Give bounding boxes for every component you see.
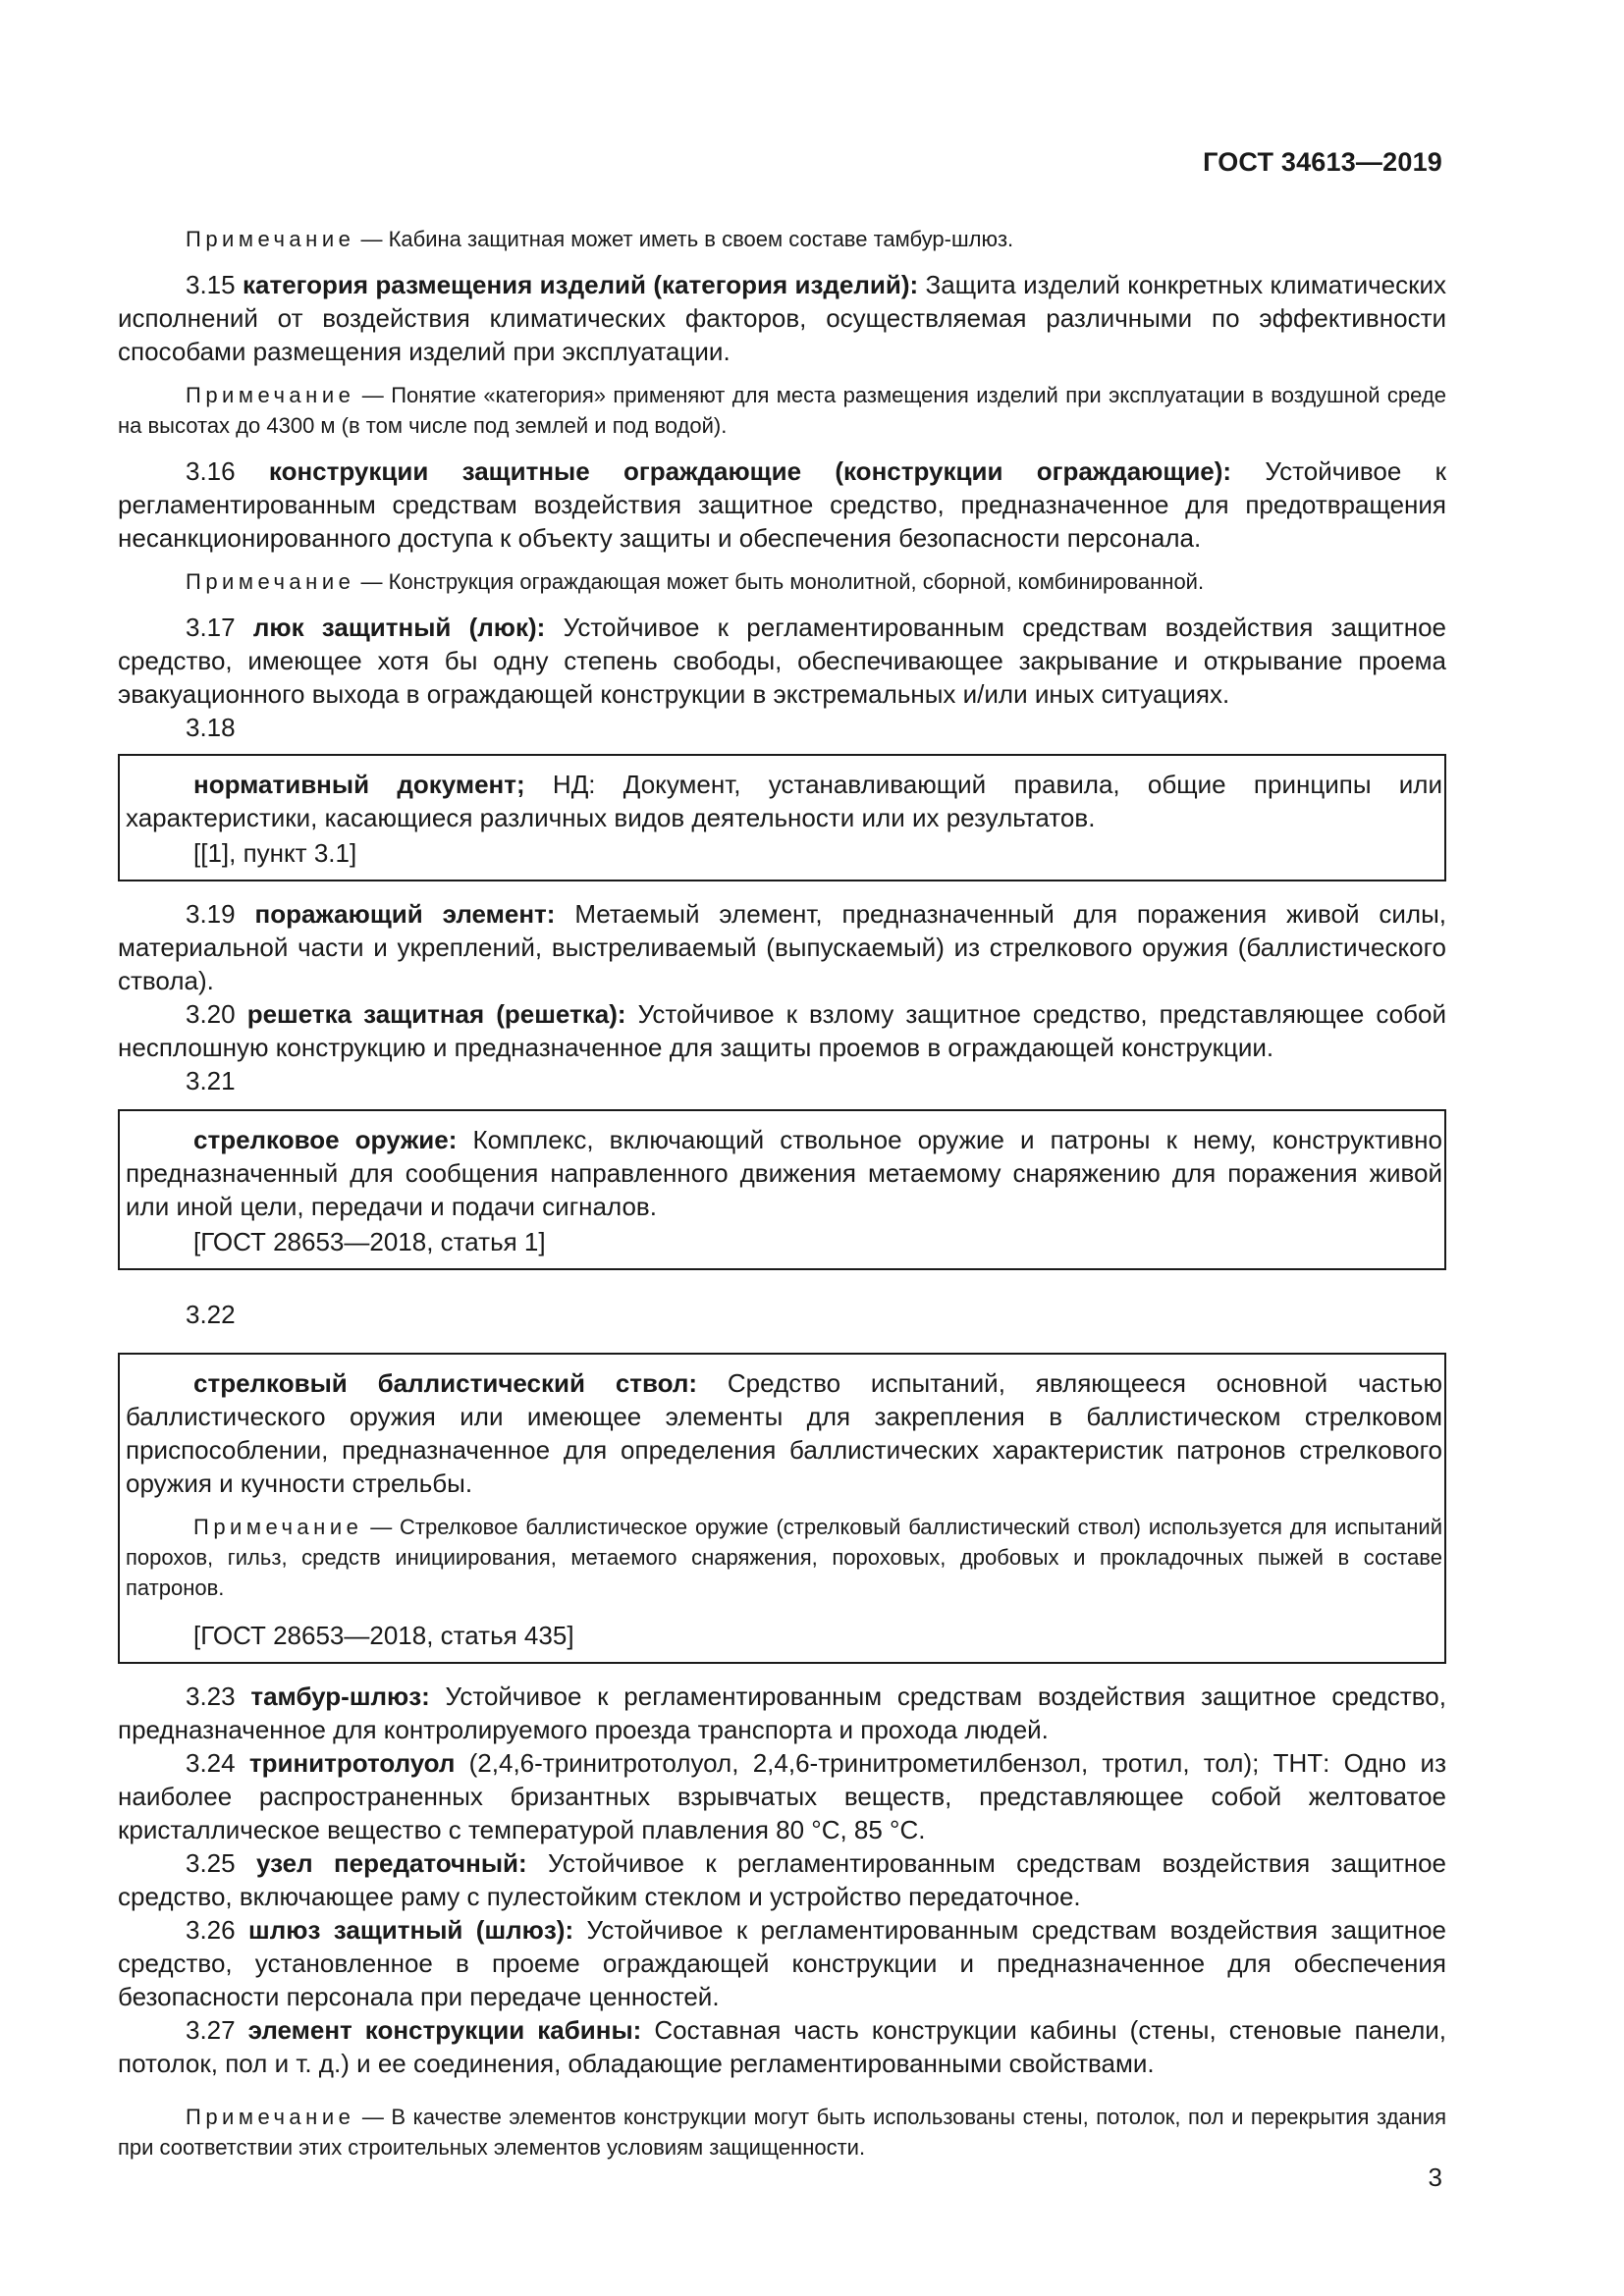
term-entry-3-20 (118, 997, 1446, 1064)
term-name: стрелковый баллистический ствол: (193, 1368, 698, 1398)
source-reference: [[1], пункт 3.1] (193, 838, 357, 868)
term-name: тамбур-шлюз: (250, 1682, 430, 1711)
entry-number: 3.17 (186, 613, 236, 642)
term-definition: Устойчивое к регламентированным средствам воздействия защитное средство, имеющее хотя бы одну степень свободы, обеспечивающее закрывание и открывание проема эвакуационного выхода в ограждающей конструкции в экстремальных и/или иных ситуациях. (118, 613, 1446, 709)
quoted-term-box (118, 754, 1446, 881)
term-entry-3-19 (118, 897, 1446, 997)
term-definition: НД: Документ, устанавливающий правила, общие принципы или характеристики, касающиеся различных видов деятельности или их результатов. (126, 770, 1442, 832)
entry-number: 3.26 (186, 1915, 236, 1945)
term-definition: Средство испытаний, являющееся основной частью баллистического оружия или имеющее элементы для закрепления в баллистическом стрелковом приспособлении, предназначенное для определения баллистических характеристик патронов стрелкового оружия и кучности стрельбы. (126, 1368, 1442, 1498)
term-definition: Защита изделий конкретных климатических исполнений от воздействия климатических факторов, осуществляемая различными по эффективности способами размещения изделий при эксплуатации. (118, 270, 1446, 366)
entry-number: 3.23 (186, 1682, 236, 1711)
source-reference: [ГОСТ 28653—2018, статья 435] (193, 1621, 574, 1650)
entry-number: 3.21 (186, 1066, 236, 1095)
term-entry-3-25 (118, 1846, 1446, 1913)
term-entry-3-17 (118, 611, 1446, 711)
entry-number: 3.27 (186, 2015, 236, 2045)
note-text: — Понятие «категория» применяют для места размещения изделий при эксплуатации в воздушной среде на высотах до 4300 м (в том числе под землей и под водой). (118, 383, 1446, 438)
quoted-term-box (118, 1353, 1446, 1664)
term-definition: (2,4,6-тринитротолуол, 2,4,6-тринитрометилбензол, тротил, тол); ТНТ: Одно из наиболее распространенных бризантных взрывчатых веществ, представляющее собой желтоватое кристаллическое вещество с температурой плавления 80 °С, 85 °С. (118, 1748, 1446, 1844)
term-entry-3-26 (118, 1913, 1446, 2013)
note-label: Примечание (186, 383, 355, 407)
term-entry-3-21 (120, 1123, 1442, 1223)
page-number: 3 (1428, 2163, 1442, 2192)
term-definition: Устойчивое к регламентированным средствам воздействия защитное средство, включающее раму с пулестойким стеклом и устройство передаточное. (118, 1848, 1447, 1911)
term-name: конструкции защитные ограждающие (конструкции ограждающие): (268, 456, 1232, 486)
entry-number: 3.16 (186, 456, 236, 486)
term-name: элемент конструкции кабины: (247, 2015, 642, 2045)
term-name: поражающий элемент: (254, 899, 556, 929)
entry-number: 3.22 (186, 1300, 236, 1329)
term-name: нормативный документ; (193, 770, 525, 799)
note-label: Примечание (186, 569, 355, 594)
term-name: шлюз защитный (шлюз): (248, 1915, 574, 1945)
note-label: Примечание (186, 2105, 355, 2129)
term-name: тринитротолуол (248, 1748, 456, 1778)
term-entry-3-18 (120, 768, 1442, 834)
term-definition: Устойчивое к регламентированным средствам воздействия защитное средство, установленное в проеме ограждающей конструкции и предназначенное для обеспечения безопасности персонала при передаче ценностей. (118, 1915, 1446, 2011)
term-entry-3-22 (120, 1366, 1442, 1500)
entry-number: 3.15 (186, 270, 236, 299)
note (118, 224, 1446, 254)
note-text: — Конструкция ограждающая может быть монолитной, сборной, комбинированной. (360, 569, 1205, 594)
entry-number: 3.25 (186, 1848, 236, 1878)
note (118, 380, 1446, 441)
note-label: Примечание (186, 227, 355, 251)
term-name: люк защитный (люк): (252, 613, 546, 642)
term-entry-3-15 (118, 268, 1446, 368)
term-definition: Устойчивое к взлому защитное средство, представляющее собой несплошную конструкцию и предназначенное для защиты проемов в ограждающей конструкции. (118, 999, 1447, 1062)
note-label: Примечание (193, 1515, 363, 1539)
term-definition: Составная часть конструкции кабины (стены, стеновые панели, потолок, пол и т. д.) и ее соединения, обладающие регламентированными свойствами. (118, 2015, 1446, 2078)
term-entry-3-27 (118, 2013, 1446, 2080)
entry-number: 3.20 (186, 999, 236, 1029)
entry-number: 3.19 (186, 899, 236, 929)
note (120, 1512, 1442, 1603)
term-name: стрелковое оружие: (193, 1125, 458, 1154)
term-name: узел передаточный: (255, 1848, 527, 1878)
term-name: решетка защитная (решетка): (246, 999, 626, 1029)
document-body (118, 224, 1446, 2176)
note-text: — Кабина защитная может иметь в своем составе тамбур-шлюз. (360, 227, 1014, 251)
entry-number: 3.24 (186, 1748, 236, 1778)
entry-number: 3.18 (186, 713, 236, 742)
note (118, 2102, 1446, 2163)
term-definition: Устойчивое к регламентированным средствам воздействия защитное средство, предназначенное для контролируемого проезда транспорта и прохода людей. (118, 1682, 1446, 1744)
term-name: категория размещения изделий (категория изделий): (242, 270, 919, 299)
term-definition: Устойчивое к регламентированным средствам воздействия защитное средство, предназначенное для предотвращения несанкционированного доступа к объекту защиты и обеспечения безопасности персонала. (118, 456, 1446, 553)
term-entry-3-23 (118, 1680, 1446, 1746)
document-code: ГОСТ 34613—2019 (1203, 147, 1442, 177)
term-entry-3-24 (118, 1746, 1446, 1846)
source-reference: [ГОСТ 28653—2018, статья 1] (193, 1227, 546, 1256)
term-entry-3-16 (118, 454, 1446, 555)
note (118, 566, 1446, 597)
note-text: — В качестве элементов конструкции могут быть использованы стены, потолок, пол и перекрытия здания при соответствии этих строительных элементов условиям защищенности. (118, 2105, 1446, 2160)
term-definition: Комплекс, включающий ствольное оружие и патроны к нему, конструктивно предназначенный для сообщения направленного движения метаемому снаряжению для поражения живой или иной цели, передачи и подачи сигналов. (126, 1125, 1443, 1221)
term-definition: Метаемый элемент, предназначенный для поражения живой силы, материальной части и укреплений, выстреливаемый (выпускаемый) из стрелкового оружия (баллистического ствола). (118, 899, 1446, 995)
quoted-term-box (118, 1109, 1446, 1270)
note-text: — Стрелковое баллистическое оружие (стрелковый баллистический ствол) используется для испытаний порохов, гильз, средств инициирования, метаемого снаряжения, пороховых, дробовых и прокладочных пыжей в составе патронов. (126, 1515, 1442, 1600)
